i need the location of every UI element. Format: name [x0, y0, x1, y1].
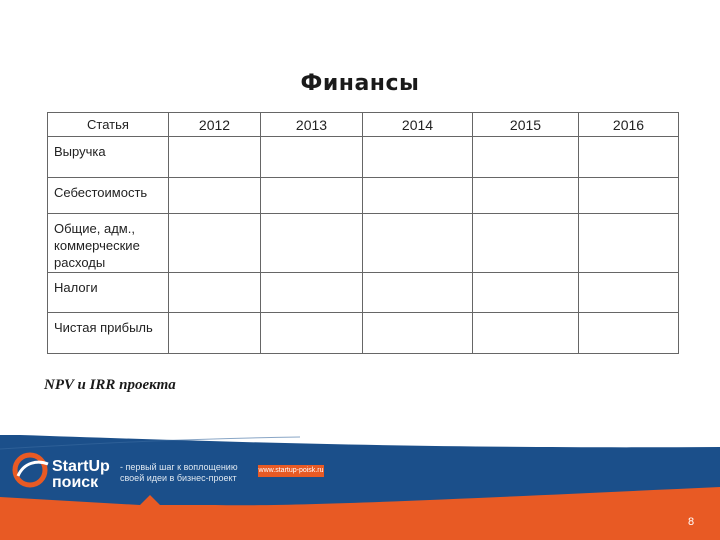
table-cell [363, 178, 473, 214]
finance-table [47, 112, 679, 354]
column-header-item: Статья [48, 113, 169, 137]
table-cell [473, 273, 579, 313]
table-cell [169, 137, 261, 178]
table-row [48, 313, 679, 354]
table-cell [169, 273, 261, 313]
table-cell [363, 137, 473, 178]
slide-title: Финансы [300, 71, 420, 96]
table-row [48, 273, 679, 313]
table-cell [579, 178, 679, 214]
table-cell [261, 313, 363, 354]
npv-irr-note: NPV и IRR проекта [44, 377, 176, 393]
row-label: Налоги [48, 273, 169, 313]
website-link[interactable]: www.startup-poisk.ru [258, 465, 324, 477]
table-row [48, 214, 679, 273]
column-header-year: 2013 [261, 113, 363, 137]
table-cell [261, 214, 363, 273]
table-cell [579, 214, 679, 273]
tagline-line-1: - первый шаг к воплощению [120, 462, 238, 472]
table-cell [363, 214, 473, 273]
table-cell [363, 273, 473, 313]
column-header-year: 2012 [169, 113, 261, 137]
column-header-year: 2016 [579, 113, 679, 137]
row-label: Себестоимость [48, 178, 169, 214]
row-label: Выручка [48, 137, 169, 178]
table-cell [473, 178, 579, 214]
tagline-line-2: своей идеи в бизнес-проект [120, 473, 237, 483]
page-number: 8 [688, 516, 695, 528]
table-cell [473, 313, 579, 354]
row-label: Чистая прибыль [48, 313, 169, 354]
table-cell [261, 273, 363, 313]
brand-line-2: поиск [52, 474, 99, 491]
table-cell [169, 178, 261, 214]
brand-tagline [120, 462, 238, 484]
table-cell [579, 273, 679, 313]
table-cell [473, 137, 579, 178]
table-cell [261, 137, 363, 178]
table-cell [579, 137, 679, 178]
table-header-row [48, 113, 679, 137]
table-cell [169, 214, 261, 273]
table-cell [473, 214, 579, 273]
table-cell [579, 313, 679, 354]
table-cell [261, 178, 363, 214]
table-cell [363, 313, 473, 354]
brand-name [52, 459, 110, 491]
table-row [48, 178, 679, 214]
table-cell [169, 313, 261, 354]
brand-line-1: StartUp [52, 458, 110, 475]
column-header-year: 2014 [363, 113, 473, 137]
table-row [48, 137, 679, 178]
startup-logo-icon [12, 452, 52, 488]
column-header-year: 2015 [473, 113, 579, 137]
row-label: Общие, адм., коммерческие расходы [48, 214, 169, 273]
